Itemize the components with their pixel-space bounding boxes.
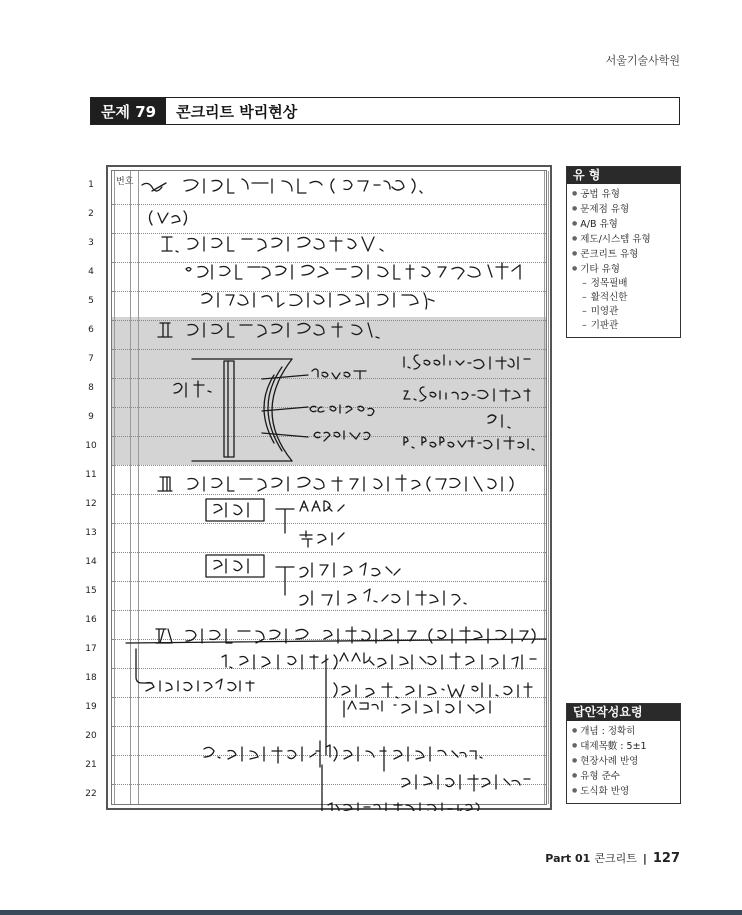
type-item: ● 콘크리트 유형	[572, 247, 675, 262]
row-number: 1	[88, 180, 94, 190]
row-number: 3	[88, 238, 94, 248]
type-sub-item: – 기판관	[572, 319, 675, 333]
type-item: ● 공법 유형	[572, 187, 675, 202]
footer-chapter: 콘크리트	[594, 852, 637, 865]
type-panel	[566, 166, 681, 338]
publisher-name: 서울기술사학원	[605, 54, 680, 67]
row-number: 5	[88, 296, 94, 306]
row-number: 20	[85, 731, 97, 741]
row-number: 6	[88, 325, 94, 335]
row-number: 10	[85, 441, 97, 451]
page-footer	[545, 850, 680, 866]
footer-part: Part 01	[545, 851, 591, 865]
row-number: 8	[88, 383, 94, 393]
type-item: ● 제도/시스템 유형	[572, 232, 675, 247]
answer-guide-item: ● 현장사례 반영	[572, 754, 675, 769]
type-item: ● 문제점 유형	[572, 202, 675, 217]
row-number: 9	[88, 412, 94, 422]
bottom-rule	[0, 910, 742, 915]
answer-guide-list	[567, 721, 680, 803]
problem-number: 문제 79	[91, 98, 166, 124]
type-sub-item: – 미영관	[572, 305, 675, 319]
row-number: 16	[85, 615, 97, 625]
row-number: 15	[85, 586, 97, 596]
answer-guide-item: ● 대제목數 : 5±1	[572, 739, 675, 754]
row-number: 18	[85, 673, 97, 683]
row-number: 17	[85, 644, 97, 654]
type-sub-item: – 활적신한	[572, 291, 675, 305]
sheet-corner-label: 번호	[116, 177, 134, 187]
row-number: 11	[85, 470, 97, 480]
row-number: 14	[85, 557, 97, 567]
footer-separator: |	[642, 851, 647, 865]
row-number: 4	[88, 267, 94, 277]
answer-guide-panel	[566, 703, 681, 804]
page-number: 127	[652, 850, 680, 866]
row-number: 2	[88, 209, 94, 219]
row-number: 13	[85, 528, 97, 538]
type-item: ● 기타 유형	[572, 262, 675, 277]
type-item: ● A/B 유형	[572, 217, 675, 232]
answer-guide-item: ● 개념 : 정확히	[572, 724, 675, 739]
handwriting-ink	[112, 171, 552, 811]
answer-sheet-inner	[111, 170, 547, 805]
row-number: 7	[88, 354, 94, 364]
answer-guide-item: ● 유형 준수	[572, 769, 675, 784]
row-number: 22	[85, 789, 97, 799]
row-number: 12	[85, 499, 97, 509]
problem-title: 콘크리트 박리현상	[176, 102, 298, 121]
row-number: 19	[85, 702, 97, 712]
row-number: 21	[85, 760, 97, 770]
type-panel-heading: 유 형	[567, 167, 680, 184]
type-list	[567, 184, 680, 337]
problem-title-bar	[90, 97, 680, 125]
type-sub-item: – 정목필배	[572, 277, 675, 291]
answer-guide-heading: 답안작성요령	[567, 704, 680, 721]
answer-guide-item: ● 도식화 반영	[572, 784, 675, 799]
answer-sheet	[106, 165, 552, 810]
